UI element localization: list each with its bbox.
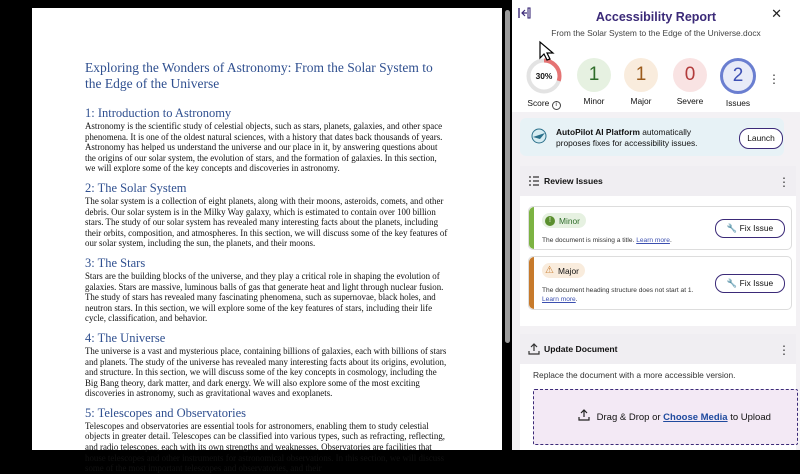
count-major-circle: 1 xyxy=(624,58,658,92)
document-page xyxy=(32,8,502,474)
doc-paragraph: Stars are the building blocks of the universe, and they play a critical role in shaping the evolution of galaxies. Stars are massive, luminous balls of gas that generate heat and light through nuclear fusion. The study of stars has revealed many fascinating phenomena, such as supernovae, black holes, and neutron stars. In this section, we will explore some of the key features of stars, including their life cycle, classification, and behavior. xyxy=(85,270,444,324)
count-severe-circle: 0 xyxy=(673,58,707,92)
panel-header xyxy=(512,0,800,44)
fix-issue-button[interactable]: 🔧 Fix Issue xyxy=(715,274,785,293)
doc-paragraph: The universe is a vast and mysterious place, containing billions of galaxies, each with billions of stars and planets. The study of the universe has revealed many interesting facts about its origins, evolution, and structure. In this section, we will discuss some of the key concepts in cosmology, including the Big Bang theory, dark matter, and dark energy. We will also explore some of the most exciting discoveries in astronomy, such as gravitational waves and exoplanets. xyxy=(85,345,447,399)
document-scroll-thumb[interactable] xyxy=(505,10,510,343)
info-icon[interactable]: i xyxy=(552,101,561,110)
doc-heading: 1: Introduction to Astronomy xyxy=(85,106,232,120)
update-document-header[interactable] xyxy=(520,334,796,364)
autopilot-text: AutoPilot AI Platform automatically proposes fixes for accessibility issues. xyxy=(556,127,698,148)
doc-section-5 xyxy=(85,406,448,474)
issue-card-minor xyxy=(528,206,792,250)
issue-card-major xyxy=(528,256,792,310)
choose-media-link[interactable]: Choose Media xyxy=(663,412,728,423)
count-severe xyxy=(671,58,709,106)
count-minor-circle: 1 xyxy=(577,58,611,92)
count-major xyxy=(622,58,660,106)
upload-icon xyxy=(528,342,540,354)
doc-section-3 xyxy=(85,256,448,324)
doc-heading: 2: The Solar System xyxy=(85,180,187,195)
learn-more-link[interactable]: Learn more xyxy=(636,237,670,244)
warning-icon: ⚠ xyxy=(545,265,554,276)
doc-paragraph: Astronomy is the scientific study of celestial objects, such as stars, planets, galaxies, and other space phenomena. It is one of the oldest natural sciences, with a history that dates back thousands of years. Astronomy has helped us understand the universe and our place in it, by answering questions about the origins of our solar system, the evolution of stars, and the formation of galaxies. In this section, we will explore some of the key concepts and discoveries in astronomy. xyxy=(85,121,443,174)
doc-heading: 3: The Stars xyxy=(85,255,146,270)
autopilot-banner xyxy=(520,118,784,156)
fix-issue-button[interactable]: 🔧 Fix Issue xyxy=(715,219,785,238)
score-value: 30% xyxy=(535,71,553,81)
wrench-icon: 🔧 xyxy=(726,223,738,233)
count-minor-label: Minor xyxy=(583,96,605,106)
severity-bar xyxy=(529,257,534,309)
doc-section-2 xyxy=(85,181,448,249)
wrench-icon: 🔧 xyxy=(726,278,738,288)
count-issues-label: Issues xyxy=(725,98,751,108)
mouse-cursor-icon xyxy=(538,40,560,62)
review-issues-title: Review Issues xyxy=(544,176,603,186)
minor-badge: ! Minor xyxy=(542,213,586,228)
update-description: Replace the document with a more accessible version. xyxy=(533,370,736,380)
list-icon xyxy=(528,174,540,186)
issue-description: The document heading structure does not start at 1. Learn more. xyxy=(542,287,694,303)
dropzone-text: Drag & Drop or Choose Media to Upload xyxy=(578,409,771,423)
accessibility-panel xyxy=(512,0,800,450)
minor-icon: ! xyxy=(545,216,555,226)
launch-button[interactable]: Launch xyxy=(739,128,783,149)
document-filename: From the Solar System to the Edge of the Universe.docx xyxy=(551,28,761,38)
update-document-title: Update Document xyxy=(544,344,618,354)
doc-heading: 4: The Universe xyxy=(85,330,166,345)
update-document-section xyxy=(520,334,796,450)
doc-heading: 5: Telescopes and Observatories xyxy=(85,405,246,420)
score-gauge xyxy=(525,58,563,110)
review-issues-section xyxy=(520,166,796,326)
close-icon[interactable]: ✕ xyxy=(771,6,782,21)
score-label: Score i xyxy=(525,98,563,110)
doc-title: Exploring the Wonders of Astronomy: From the Solar System to the Edge of the Universe xyxy=(85,60,433,91)
review-issues-header[interactable] xyxy=(520,166,796,196)
upload-icon xyxy=(578,409,590,421)
count-issues-circle: 2 xyxy=(720,58,756,94)
update-more-icon[interactable]: ⋮ xyxy=(778,343,790,357)
count-major-label: Major xyxy=(630,96,652,106)
autopilot-logo-icon xyxy=(530,128,548,144)
score-ring xyxy=(526,58,562,94)
more-options-icon[interactable]: ⋮ xyxy=(768,72,780,86)
doc-section-1 xyxy=(85,106,448,174)
issue-description: The document is missing a title. Learn more. xyxy=(542,237,672,244)
upload-dropzone[interactable] xyxy=(533,389,798,445)
count-minor xyxy=(575,58,613,106)
doc-section-4 xyxy=(85,331,448,399)
doc-paragraph: Telescopes and observatories are essential tools for astronomers, enabling them to study celestial objects in greater detail. Telescopes can be classified into various types, such as refracting, reflecting, and radio telescopes, each with its own strengths and weaknesses. Observatories are facilities that house telescopes and other instruments for astronomical observations. In this section, we will discuss some of the most important telescopes and observatories, and their xyxy=(85,420,445,474)
major-badge: ⚠ Major xyxy=(542,263,585,278)
count-severe-label: Severe xyxy=(676,96,704,106)
count-issues xyxy=(719,58,757,108)
learn-more-link[interactable]: Learn more xyxy=(542,296,576,303)
severity-bar xyxy=(529,207,534,249)
review-more-icon[interactable]: ⋮ xyxy=(778,175,790,189)
panel-title: Accessibility Report xyxy=(595,10,717,24)
doc-paragraph: The solar system is a collection of eight planets, along with their moons, asteroids, comets, and other debris. Our solar system is in the Milky Way galaxy, which is estimated to contain over 100 billion stars. The study of our solar system has revealed many interesting facts about the planets, including their orbits, composition, and atmospheres. In this section, we will discuss some of the key features of our solar system, including the sun, the planets, and their moons. xyxy=(85,195,448,249)
